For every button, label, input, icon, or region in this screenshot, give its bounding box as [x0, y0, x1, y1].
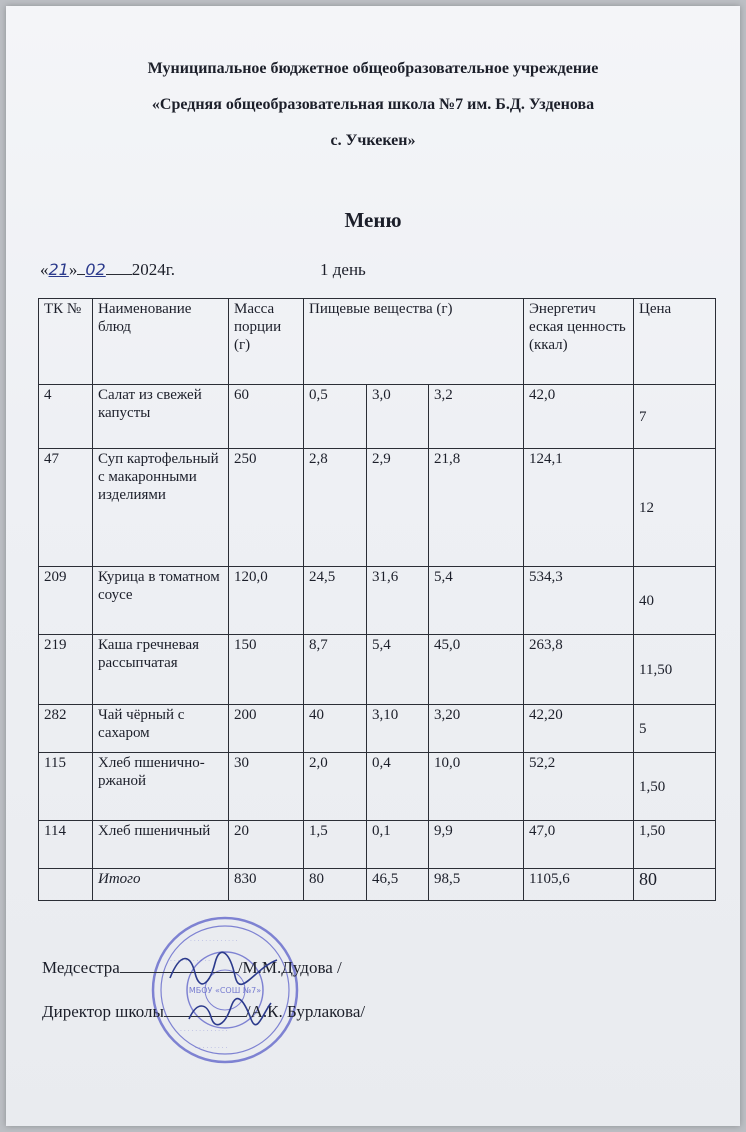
cell-mass: 60 — [229, 385, 304, 449]
cell-tk — [39, 869, 93, 901]
cell-tk: 47 — [39, 449, 93, 567]
cell-carbs: 21,8 — [429, 449, 524, 567]
cell-carbs: 9,9 — [429, 821, 524, 869]
cell-mass: 120,0 — [229, 567, 304, 635]
cell-tk: 114 — [39, 821, 93, 869]
director-label: Директор школы — [42, 1002, 164, 1021]
cell-energy: 52,2 — [524, 753, 634, 821]
cell-price: 11,50 — [634, 635, 716, 705]
menu-table — [38, 298, 716, 901]
svg-text:· · · · · · · · ·: · · · · · · · · · — [195, 1045, 228, 1052]
cell-protein: 8,7 — [304, 635, 367, 705]
director-name: /А.К. Бурлакова/ — [245, 1002, 366, 1021]
svg-text:· · · · · · · · · · ·: · · · · · · · · · · · — [170, 958, 211, 965]
cell-mass: 250 — [229, 449, 304, 567]
day-label: 1 день — [320, 260, 366, 279]
table-row — [39, 449, 716, 567]
date-month: 02 — [85, 260, 106, 279]
cell-energy: 534,3 — [524, 567, 634, 635]
cell-carbs: 5,4 — [429, 567, 524, 635]
header-nutrients: Пищевые вещества (г) — [304, 299, 524, 385]
cell-protein: 2,8 — [304, 449, 367, 567]
cell-name: Чай чёрный с сахаром — [93, 705, 229, 753]
cell-energy: 124,1 — [524, 449, 634, 567]
cell-fat: 0,4 — [367, 753, 429, 821]
cell-energy: 42,20 — [524, 705, 634, 753]
total-price: 80 — [634, 869, 716, 901]
header-tk: ТК № — [39, 299, 93, 385]
director-signature-scribble — [185, 995, 275, 1029]
cell-mass: 20 — [229, 821, 304, 869]
cell-protein: 0,5 — [304, 385, 367, 449]
school-stamp — [150, 915, 300, 1065]
header-price: Цена — [634, 299, 716, 385]
cell-protein: 40 — [304, 705, 367, 753]
cell-name: Салат из свежей капусты — [93, 385, 229, 449]
total-carbs: 98,5 — [429, 869, 524, 901]
cell-fat: 5,4 — [367, 635, 429, 705]
nurse-label: Медсестра — [42, 958, 120, 977]
cell-name: Курица в томатном соусе — [93, 567, 229, 635]
header-energy: Энергетич еская ценность (ккал) — [524, 299, 634, 385]
cell-carbs: 3,20 — [429, 705, 524, 753]
cell-name: Хлеб пшеничный — [93, 821, 229, 869]
date-day: 21 — [48, 260, 69, 279]
cell-energy: 47,0 — [524, 821, 634, 869]
page-title: Меню — [344, 208, 402, 232]
cell-tk: 4 — [39, 385, 93, 449]
stamp-text: МБОУ «СОШ №7» — [188, 986, 262, 995]
cell-energy: 42,0 — [524, 385, 634, 449]
cell-price: 1,50 — [634, 821, 716, 869]
cell-name: Каша гречневая рассыпчатая — [93, 635, 229, 705]
date-open-quote: « — [40, 260, 49, 279]
cell-energy: 263,8 — [524, 635, 634, 705]
cell-fat: 3,10 — [367, 705, 429, 753]
cell-fat: 3,0 — [367, 385, 429, 449]
cell-carbs: 3,2 — [429, 385, 524, 449]
cell-name: Суп картофельный с макаронными изделиями — [93, 449, 229, 567]
cell-mass: 200 — [229, 705, 304, 753]
header-name: Наименование блюд — [93, 299, 229, 385]
table-total-row — [39, 869, 716, 901]
header-line-1: Муниципальное бюджетное общеобразовательное учреждение — [147, 60, 599, 77]
cell-mass: 150 — [229, 635, 304, 705]
total-fat: 46,5 — [367, 869, 429, 901]
cell-carbs: 10,0 — [429, 753, 524, 821]
date-line — [40, 260, 175, 280]
table-row — [39, 821, 716, 869]
date-close-quote: » — [68, 260, 78, 279]
svg-text:· · · · · · · · · · · · ·: · · · · · · · · · · · · · — [190, 938, 238, 945]
cell-tk: 115 — [39, 753, 93, 821]
table-header-row — [39, 299, 716, 385]
date-year: 2024г. — [131, 260, 176, 279]
table-row — [39, 385, 716, 449]
cell-tk: 219 — [39, 635, 93, 705]
table-row — [39, 753, 716, 821]
total-protein: 80 — [304, 869, 367, 901]
cell-price: 40 — [634, 567, 716, 635]
cell-price: 7 — [634, 385, 716, 449]
total-label: Итого — [93, 869, 229, 901]
header-line-3: с. Учкекен» — [330, 132, 416, 149]
nurse-name: /М.М.Дудова / — [237, 958, 342, 977]
table-row — [39, 567, 716, 635]
cell-price: 5 — [634, 705, 716, 753]
cell-mass: 30 — [229, 753, 304, 821]
cell-carbs: 45,0 — [429, 635, 524, 705]
cell-fat: 31,6 — [367, 567, 429, 635]
cell-price: 12 — [634, 449, 716, 567]
header-mass: Масса порции (г) — [229, 299, 304, 385]
table-row — [39, 635, 716, 705]
header-line-2: «Средняя общеобразовательная школа №7 им. Б.Д. Узденова — [151, 96, 595, 113]
cell-fat: 2,9 — [367, 449, 429, 567]
cell-protein: 1,5 — [304, 821, 367, 869]
total-energy: 1105,6 — [524, 869, 634, 901]
date-underline — [106, 260, 132, 275]
cell-price: 1,50 — [634, 753, 716, 821]
table-row — [39, 705, 716, 753]
cell-fat: 0,1 — [367, 821, 429, 869]
nurse-signature-scribble — [165, 948, 285, 988]
cell-protein: 24,5 — [304, 567, 367, 635]
total-mass: 830 — [229, 869, 304, 901]
cell-tk: 282 — [39, 705, 93, 753]
svg-text:· · · · · · · · · · · · ·: · · · · · · · · · · · · · — [180, 1028, 228, 1035]
cell-protein: 2,0 — [304, 753, 367, 821]
cell-tk: 209 — [39, 567, 93, 635]
cell-name: Хлеб пшенично-ржаной — [93, 753, 229, 821]
